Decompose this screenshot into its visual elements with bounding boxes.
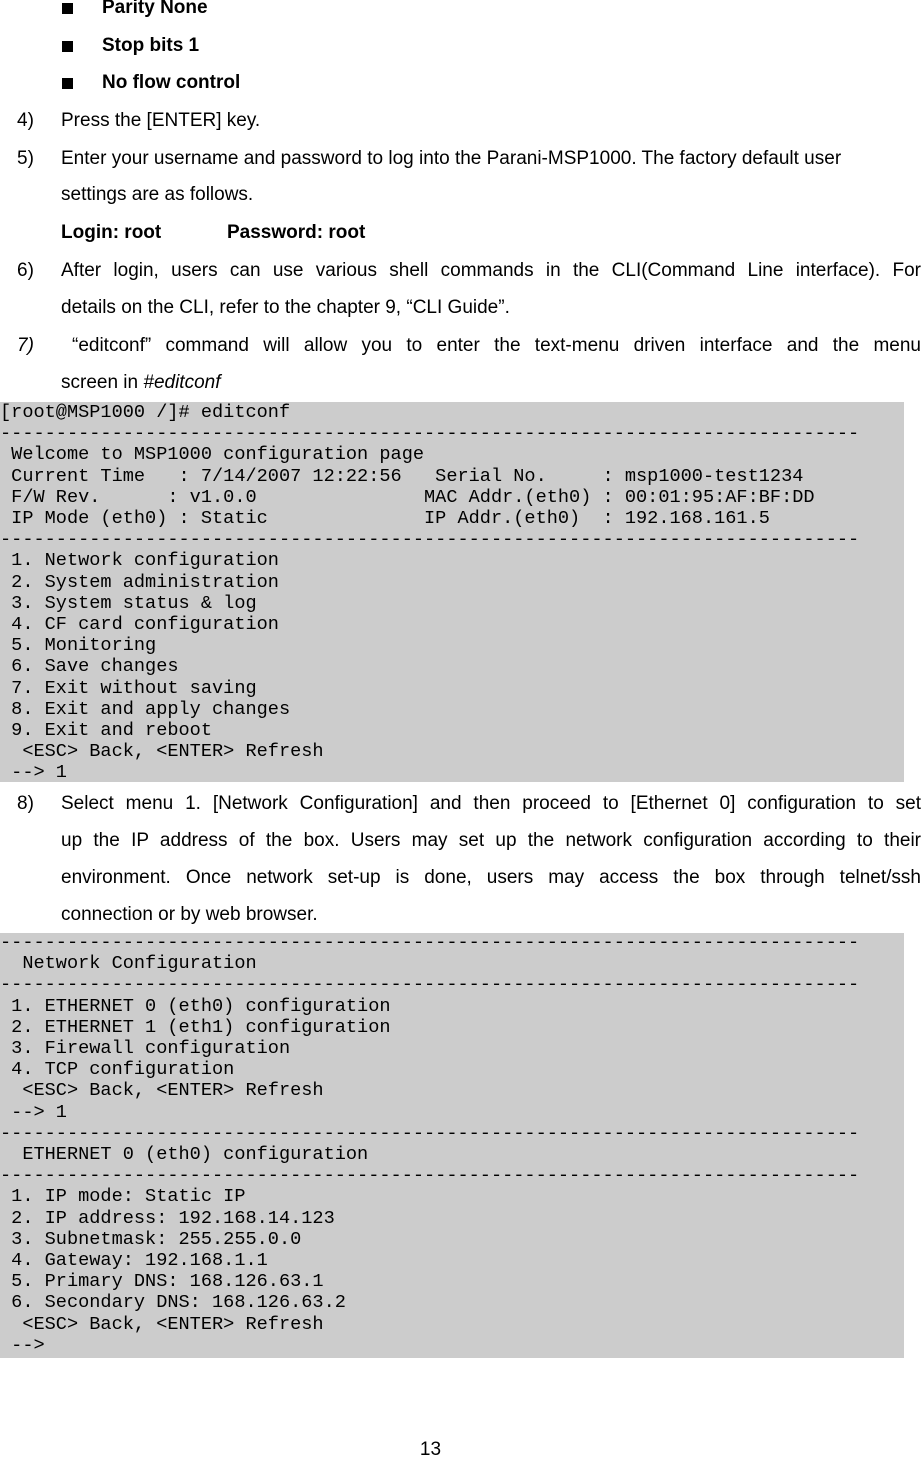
terminal-line: <ESC> Back, <ENTER> Refresh: [0, 741, 324, 763]
page-number: 13: [419, 1439, 442, 1460]
terminal-line: -----------------------------------------------------------------------------: [0, 932, 860, 953]
default-password: Password: root: [227, 222, 366, 243]
terminal-line: 2. ETHERNET 1 (eth1) configuration: [0, 1016, 391, 1038]
terminal-network-config: [0, 933, 904, 1358]
terminal-line: 4. CF card configuration: [0, 614, 279, 635]
terminal-line: 8. Exit and apply changes: [0, 698, 291, 720]
terminal-line: Current Time : 7/14/2007 12:22:56 Serial No. : msp1000-test1234: [0, 465, 804, 487]
terminal-line: -----------------------------------------------------------------------------: [0, 423, 860, 445]
terminal-line: 4. Gateway: 192.168.1.1: [0, 1250, 268, 1271]
terminal-line: 4. TCP configuration: [0, 1059, 235, 1081]
terminal-line: --> 1: [0, 1101, 67, 1123]
terminal-line: [root@MSP1000 /]# editconf: [0, 402, 291, 423]
step-7-line1: “editconf” command will allow you to enter the text-menu driven interface and the menu: [72, 335, 921, 356]
terminal-line: -->: [0, 1334, 45, 1356]
terminal-line: 7. Exit without saving: [0, 677, 257, 699]
step-number: 8): [17, 793, 34, 814]
terminal-line: 3. System status & log: [0, 592, 257, 614]
terminal-line: 9. Exit and reboot: [0, 720, 213, 741]
step-8-line1: Select menu 1. [Network Configuration] and then proceed to [Ethernet 0] configuration to set: [61, 793, 921, 814]
terminal-line: -----------------------------------------------------------------------------: [0, 974, 860, 996]
terminal-line: 5. Monitoring: [0, 635, 157, 657]
terminal-line: 3. Subnetmask: 255.255.0.0: [0, 1228, 302, 1250]
step-number: 6): [17, 260, 34, 281]
terminal-line: 1. IP mode: Static IP: [0, 1186, 246, 1208]
terminal-line: 2. System administration: [0, 571, 279, 593]
step-number: 7): [17, 335, 34, 356]
step-5-line2: settings are as follows.: [61, 184, 254, 205]
terminal-line: --> 1: [0, 762, 67, 784]
default-login: Login: root: [61, 222, 162, 243]
step-6-line2: details on the CLI, refer to the chapter 9, “CLI Guide”.: [61, 297, 510, 318]
terminal-line: 3. Firewall configuration: [0, 1038, 291, 1059]
terminal-line: 1. ETHERNET 0 (eth0) configuration: [0, 995, 391, 1017]
terminal-line: -----------------------------------------------------------------------------: [0, 529, 860, 551]
bullet-flow-control: No flow control: [102, 72, 241, 93]
terminal-line: Welcome to MSP1000 configuration page: [0, 444, 425, 466]
terminal-line: IP Mode (eth0) : Static IP Addr.(eth0) : 192.168.161.5: [0, 508, 770, 529]
step-4-text: Press the [ENTER] key.: [61, 110, 261, 131]
terminal-line: 6. Save changes: [0, 656, 179, 678]
step-8-line3: environment. Once network set-up is done, users may access the box through telnet/ssh: [61, 867, 921, 888]
terminal-line: ETHERNET 0 (eth0) configuration: [0, 1144, 369, 1165]
editconf-command: #editconf: [143, 372, 221, 393]
bullet-square-icon: [62, 3, 73, 14]
step-number: 5): [17, 148, 34, 169]
step-7-line2: [61, 372, 221, 394]
terminal-line: -----------------------------------------------------------------------------: [0, 1122, 860, 1144]
bullet-square-icon: [62, 41, 73, 52]
terminal-line: <ESC> Back, <ENTER> Refresh: [0, 1080, 324, 1102]
terminal-editconf: [0, 402, 904, 782]
terminal-line: F/W Rev. : v1.0.0 MAC Addr.(eth0) : 00:01:95:AF:BF:DD: [0, 486, 815, 508]
terminal-line: Network Configuration: [0, 953, 257, 975]
step-5-line1: Enter your username and password to log into the Parani-MSP1000. The factory default user: [61, 148, 842, 169]
step-number: 4): [17, 110, 34, 131]
step-8-line4: connection or by web browser.: [61, 904, 318, 925]
terminal-line: -----------------------------------------------------------------------------: [0, 1165, 860, 1187]
step-6-line1: After login, users can use various shell commands in the CLI(Command Line interface). For: [61, 260, 921, 281]
terminal-line: 6. Secondary DNS: 168.126.63.2: [0, 1292, 346, 1314]
terminal-line: 1. Network configuration: [0, 550, 279, 572]
bullet-stop-bits: Stop bits 1: [102, 35, 200, 56]
terminal-line: 2. IP address: 192.168.14.123: [0, 1207, 335, 1229]
bullet-square-icon: [62, 78, 73, 89]
step-8-line2: up the IP address of the box. Users may set up the network configuration according to their: [61, 830, 921, 851]
terminal-line: <ESC> Back, <ENTER> Refresh: [0, 1313, 324, 1335]
terminal-line: 5. Primary DNS: 168.126.63.1: [0, 1271, 324, 1293]
bullet-parity: Parity None: [102, 0, 208, 18]
step-7-prefix: screen in: [61, 372, 144, 393]
